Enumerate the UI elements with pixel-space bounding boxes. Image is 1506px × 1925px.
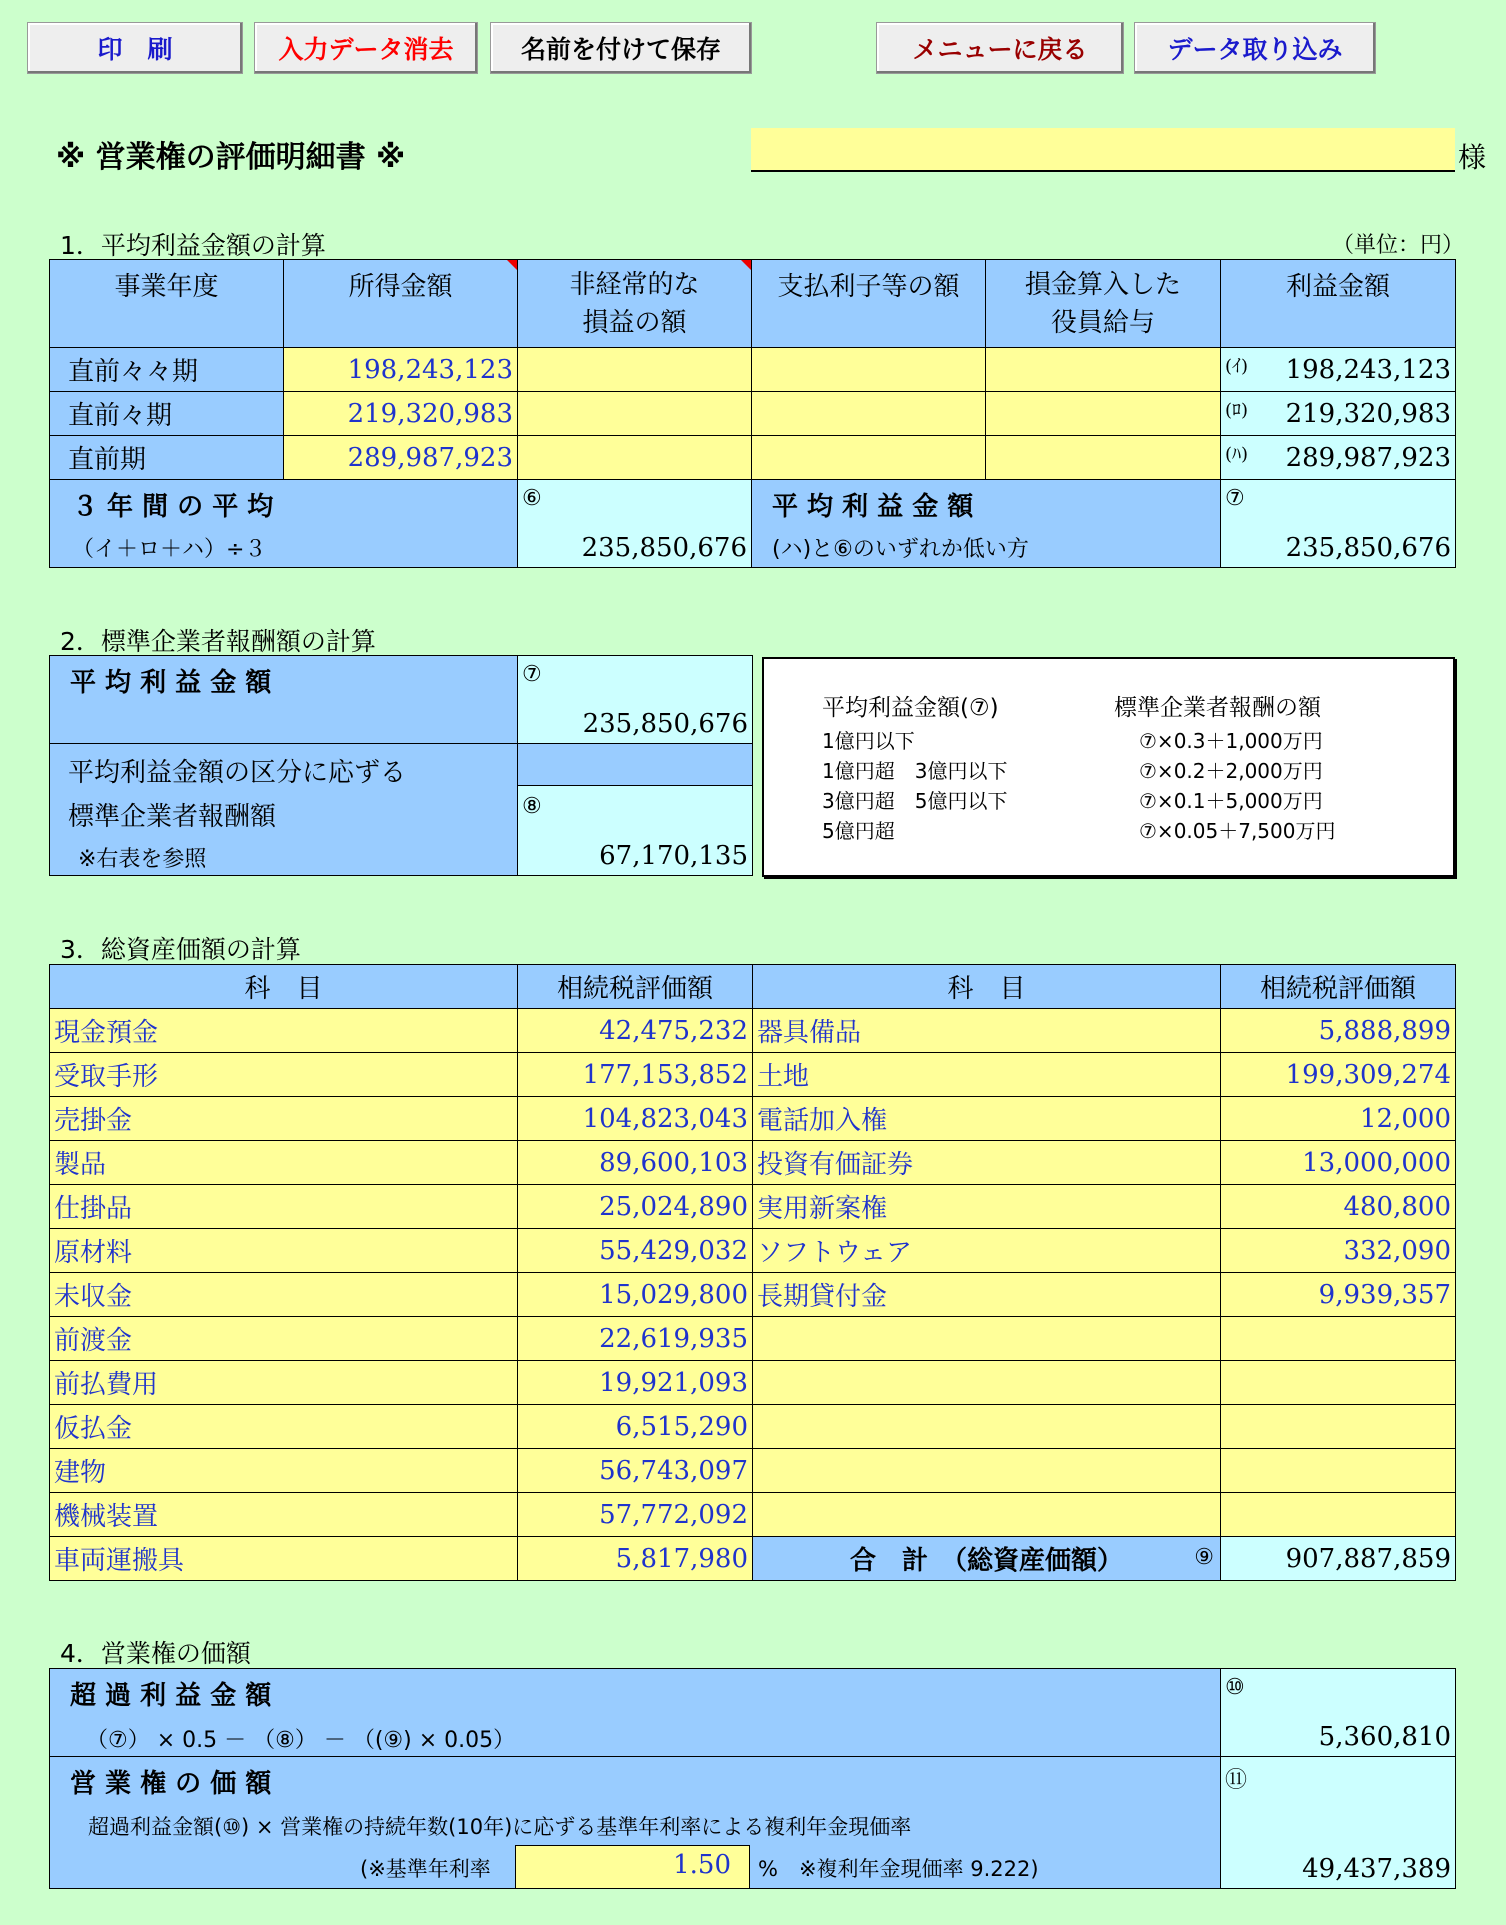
col-fiscal-year: 事業年度	[50, 260, 284, 348]
three-year-avg-cell	[518, 480, 752, 568]
s2-avg-label: 平 均 利 益 金 額	[70, 668, 272, 698]
table-row	[50, 1097, 1456, 1141]
excess-cell	[1221, 1669, 1456, 1757]
extraordinary-input[interactable]	[518, 436, 752, 480]
asset-value[interactable]: 5,888,899	[1221, 1009, 1456, 1053]
extraordinary-input[interactable]	[518, 348, 752, 392]
mark-9: ⑨	[1194, 1545, 1214, 1570]
goodwill-value: 49,437,389	[1302, 1854, 1451, 1884]
income-input[interactable]: 289,987,923	[284, 436, 518, 480]
col-interest: 支払利子等の額	[752, 260, 986, 348]
goodwill-label-cell	[50, 1757, 1221, 1889]
table-row	[50, 1317, 1456, 1361]
asset-value[interactable]: 480,800	[1221, 1185, 1456, 1229]
save-as-button[interactable]	[490, 22, 752, 74]
table-row	[50, 1449, 1456, 1493]
asset-value[interactable]: 19,921,093	[518, 1361, 753, 1405]
asset-value[interactable]: 5,817,980	[518, 1537, 753, 1581]
clear-data-button[interactable]	[254, 22, 478, 74]
s2-avg-label-cell	[50, 656, 518, 744]
s2-avg-cell	[518, 656, 753, 744]
avg-profit-label-cell	[752, 480, 1221, 568]
officer-pay-input[interactable]	[986, 392, 1221, 436]
asset-item[interactable]	[753, 1405, 1221, 1449]
avg-profit-label: 平 均 利 益 金 額	[772, 492, 974, 522]
mark-10: ⑩	[1225, 1675, 1245, 1700]
s2-pay-value: 67,170,135	[599, 841, 748, 871]
asset-item[interactable]: 器具備品	[753, 1009, 1221, 1053]
rate-suffix: % ※複利年金現価率 9.222)	[758, 1857, 1039, 1881]
table-row	[50, 1493, 1456, 1537]
asset-item[interactable]	[753, 1317, 1221, 1361]
asset-value[interactable]: 332,090	[1221, 1229, 1456, 1273]
print-button[interactable]	[27, 22, 243, 74]
import-data-button[interactable]	[1134, 22, 1376, 74]
asset-item[interactable]: 前渡金	[50, 1317, 518, 1361]
ref-row-left: 3億円超 5億円以下	[822, 789, 1008, 813]
extraordinary-input[interactable]	[518, 392, 752, 436]
asset-value[interactable]: 25,024,890	[518, 1185, 753, 1229]
s2-line2: 標準企業者報酬額	[68, 802, 277, 832]
asset-item[interactable]: ソフトウェア	[753, 1229, 1221, 1273]
company-name-input[interactable]	[751, 128, 1455, 172]
asset-value[interactable]: 9,939,357	[1221, 1273, 1456, 1317]
ref-head-left: 平均利益金額(⑦)	[822, 695, 999, 721]
avg-profit-value: 235,850,676	[1285, 533, 1451, 563]
asset-value[interactable]: 42,475,232	[518, 1009, 753, 1053]
profit-cell	[1221, 392, 1456, 436]
asset-value[interactable]	[1221, 1493, 1456, 1537]
page-title: ※ 営業権の評価明細書 ※	[56, 140, 406, 175]
table-row	[50, 1009, 1456, 1053]
excess-label-cell	[50, 1669, 1221, 1757]
table-row	[50, 348, 1456, 392]
asset-item[interactable]: 建物	[50, 1449, 518, 1493]
three-year-avg-formula: （イ＋ロ＋ハ）÷３	[72, 537, 267, 562]
total-label: 合 計 （総資産価額）	[849, 1546, 1123, 1576]
asset-item[interactable]: 機械装置	[50, 1493, 518, 1537]
asset-value[interactable]: 13,000,000	[1221, 1141, 1456, 1185]
ref-row-right: ⑦×0.2＋2,000万円	[1139, 759, 1323, 783]
comment-marker[interactable]	[741, 260, 751, 270]
print-label: 印 刷	[97, 35, 173, 64]
table-row	[50, 1273, 1456, 1317]
row-label: 直前期	[50, 436, 284, 480]
profit-value: 289,987,923	[1285, 442, 1451, 473]
interest-input[interactable]	[752, 348, 986, 392]
asset-item[interactable]: 未収金	[50, 1273, 518, 1317]
table-row	[50, 1229, 1456, 1273]
asset-value[interactable]: 89,600,103	[518, 1141, 753, 1185]
s2-line1: 平均利益金額の区分に応ずる	[68, 758, 407, 788]
table-row	[50, 1053, 1456, 1097]
back-to-menu-button[interactable]	[876, 22, 1124, 74]
mark-6: ⑥	[522, 486, 542, 511]
asset-value[interactable]: 177,153,852	[518, 1053, 753, 1097]
asset-item[interactable]	[753, 1361, 1221, 1405]
asset-value[interactable]: 22,619,935	[518, 1317, 753, 1361]
goodwill-cell	[1221, 1757, 1456, 1889]
avg-profit-formula: (ハ)と⑥のいずれか低い方	[772, 537, 1029, 562]
table-row	[50, 1405, 1456, 1449]
asset-value[interactable]: 12,000	[1221, 1097, 1456, 1141]
col-value-left: 相続税評価額	[518, 965, 753, 1009]
row-mark: (ｲ)	[1225, 356, 1249, 377]
three-year-avg-label-cell	[50, 480, 518, 568]
asset-item[interactable]: 長期貸付金	[753, 1273, 1221, 1317]
col-extraordinary-line2: 損益の額	[582, 308, 687, 338]
table-row	[50, 436, 1456, 480]
mark-7: ⑦	[1225, 486, 1245, 511]
table-row	[50, 392, 1456, 436]
asset-item[interactable]: 車両運搬具	[50, 1537, 518, 1581]
section1-heading: 1．平均利益金額の計算	[60, 231, 326, 260]
mark-8: ⑧	[522, 794, 542, 819]
profit-cell	[1221, 348, 1456, 392]
asset-item[interactable]: 受取手形	[50, 1053, 518, 1097]
row-label: 直前々期	[50, 392, 284, 436]
section3-heading: 3．総資産価額の計算	[60, 935, 301, 964]
excess-value: 5,360,810	[1318, 1722, 1451, 1752]
s2-pay-cell-top	[518, 744, 752, 786]
total-assets-value: 907,887,859	[1221, 1537, 1456, 1581]
col-income-label: 所得金額	[348, 272, 453, 302]
asset-item[interactable]: 仕掛品	[50, 1185, 518, 1229]
asset-item[interactable]: 製品	[50, 1141, 518, 1185]
total-assets-table	[49, 964, 1456, 1581]
officer-pay-input[interactable]	[986, 436, 1221, 480]
import-data-label: データ取り込み	[1167, 35, 1343, 64]
asset-value[interactable]: 56,743,097	[518, 1449, 753, 1493]
mark-7: ⑦	[522, 662, 542, 687]
asset-item[interactable]: 現金預金	[50, 1009, 518, 1053]
interest-input[interactable]	[752, 392, 986, 436]
asset-value[interactable]: 104,823,043	[518, 1097, 753, 1141]
s2-pay-label-cell	[50, 744, 518, 876]
three-year-avg-value: 235,850,676	[581, 533, 747, 563]
goodwill-formula: 超過利益金額(⑩) × 営業権の持続年数(10年)に応ずる基準年利率による複利年金現価率	[88, 1815, 912, 1839]
avg-profit-cell	[1221, 480, 1456, 568]
section2-heading: 2．標準企業者報酬額の計算	[60, 627, 376, 656]
col-extraordinary	[518, 260, 752, 348]
three-year-avg-label: ３ 年 間 の 平 均	[72, 492, 274, 522]
asset-item[interactable]: 土地	[753, 1053, 1221, 1097]
excess-label: 超 過 利 益 金 額	[70, 1681, 272, 1711]
save-as-label: 名前を付けて保存	[520, 35, 721, 64]
excess-formula: （⑦） × 0.5 － （⑧） － （(⑨) × 0.05）	[86, 1728, 516, 1753]
ref-head-right: 標準企業者報酬の額	[1114, 695, 1321, 721]
table-row	[50, 1361, 1456, 1405]
asset-item[interactable]: 投資有価証券	[753, 1141, 1221, 1185]
name-suffix: 様	[1458, 141, 1487, 174]
ref-row-right: ⑦×0.1＋5,000万円	[1139, 789, 1323, 813]
row-mark: (ﾊ)	[1225, 444, 1249, 465]
total-label-cell	[753, 1537, 1221, 1581]
income-input[interactable]: 219,320,983	[284, 392, 518, 436]
ref-row-right: ⑦×0.3＋1,000万円	[1139, 729, 1323, 753]
col-income	[284, 260, 518, 348]
asset-value[interactable]: 57,772,092	[518, 1493, 753, 1537]
asset-item[interactable]	[753, 1449, 1221, 1493]
mark-11: ⑪	[1225, 1768, 1248, 1793]
unit-label: （単位：円）	[1332, 233, 1465, 258]
asset-value[interactable]	[1221, 1317, 1456, 1361]
ref-row-left: 1億円超 3億円以下	[822, 759, 1008, 783]
back-to-menu-label: メニューに戻る	[912, 35, 1088, 64]
assets-body	[50, 1009, 1456, 1581]
profit-value: 219,320,983	[1285, 398, 1451, 429]
asset-item[interactable]: 売掛金	[50, 1097, 518, 1141]
asset-item[interactable]: 電話加入権	[753, 1097, 1221, 1141]
s2-line3: ※右表を参照	[78, 847, 207, 872]
asset-value[interactable]	[1221, 1405, 1456, 1449]
clear-data-label: 入力データ消去	[278, 35, 454, 64]
officer-pay-input[interactable]	[986, 348, 1221, 392]
col-value-right: 相続税評価額	[1221, 965, 1456, 1009]
section4-heading: 4．営業権の価額	[60, 1639, 251, 1668]
col-item-left: 科 目	[50, 965, 518, 1009]
asset-value[interactable]	[1221, 1449, 1456, 1493]
rate-label: (※基準年利率	[360, 1857, 491, 1881]
asset-item[interactable]: 実用新案権	[753, 1185, 1221, 1229]
ref-row-left: 5億円超	[822, 819, 895, 843]
standard-pay-table	[49, 655, 753, 876]
asset-item[interactable]: 前払費用	[50, 1361, 518, 1405]
interest-rate-input[interactable]: 1.50	[515, 1845, 750, 1889]
interest-input[interactable]	[752, 436, 986, 480]
col-officer-pay	[986, 260, 1221, 348]
goodwill-table	[49, 1668, 1456, 1889]
table-row	[50, 1537, 1456, 1581]
table-row	[50, 1141, 1456, 1185]
s2-avg-value: 235,850,676	[582, 709, 748, 739]
asset-value[interactable]	[1221, 1361, 1456, 1405]
asset-item[interactable]: 原材料	[50, 1229, 518, 1273]
asset-value[interactable]: 6,515,290	[518, 1405, 753, 1449]
col-profit: 利益金額	[1221, 260, 1456, 348]
asset-value[interactable]: 55,429,032	[518, 1229, 753, 1273]
ref-row-right: ⑦×0.05＋7,500万円	[1139, 819, 1336, 843]
s2-pay-cell	[518, 744, 753, 876]
table-row	[50, 1185, 1456, 1229]
asset-value[interactable]: 15,029,800	[518, 1273, 753, 1317]
ref-row-left: 1億円以下	[822, 729, 915, 753]
profit-value: 198,243,123	[1285, 354, 1451, 385]
col-extraordinary-line1: 非経常的な	[569, 270, 700, 300]
row-label: 直前々々期	[50, 348, 284, 392]
comment-marker[interactable]	[507, 260, 517, 270]
row-mark: (ﾛ)	[1225, 400, 1249, 421]
col-officer-pay-line2: 役員給与	[1050, 308, 1155, 338]
col-item-right: 科 目	[753, 965, 1221, 1009]
asset-value[interactable]: 199,309,274	[1221, 1053, 1456, 1097]
avg-profit-table	[49, 259, 1456, 568]
asset-item[interactable]	[753, 1493, 1221, 1537]
asset-item[interactable]: 仮払金	[50, 1405, 518, 1449]
reference-table	[762, 657, 1455, 877]
profit-cell	[1221, 436, 1456, 480]
income-input[interactable]: 198,243,123	[284, 348, 518, 392]
col-officer-pay-line1: 損金算入した	[1024, 270, 1181, 300]
goodwill-label: 営 業 権 の 価 額	[70, 1769, 272, 1799]
